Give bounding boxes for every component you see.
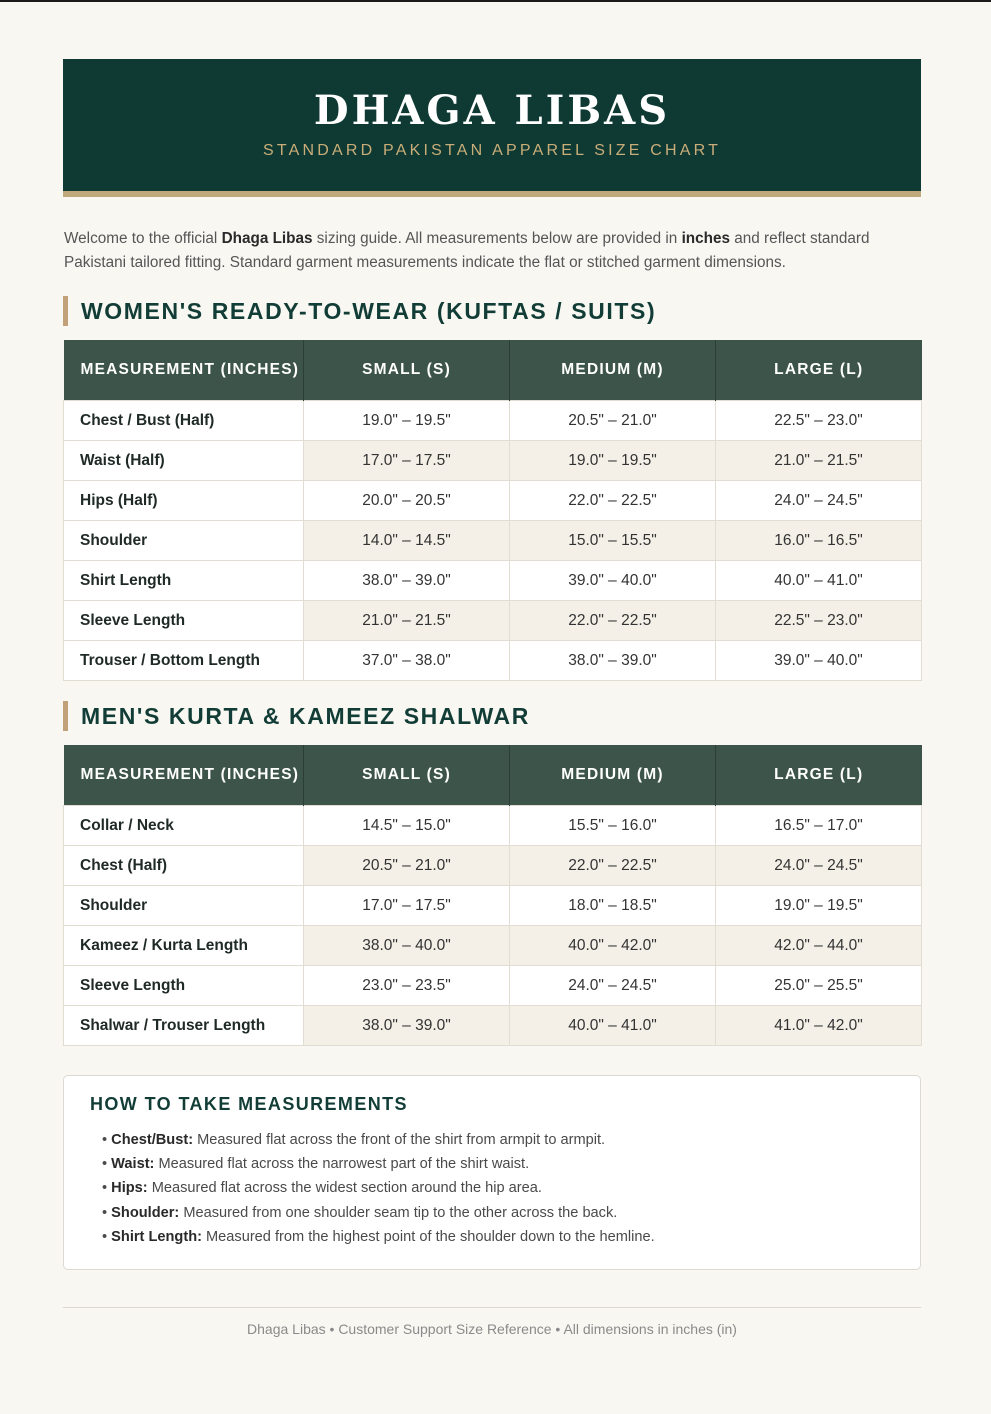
table-header-row — [64, 340, 922, 401]
size-value: 14.5" – 15.0" — [304, 806, 510, 846]
size-value: 24.0" – 24.5" — [716, 481, 922, 521]
size-value: 24.0" – 24.5" — [510, 966, 716, 1006]
intro-text: sizing guide. All measurements below are provided in — [312, 230, 682, 247]
size-value: 39.0" – 40.0" — [716, 641, 922, 681]
instruction-text: Measured from one shoulder seam tip to the other across the back. — [179, 1204, 618, 1221]
intro-unit: inches — [681, 230, 731, 247]
column-header-size: SMALL (S) — [304, 745, 510, 806]
bullet: • — [102, 1156, 108, 1173]
footer-divider — [63, 1307, 921, 1308]
size-value: 22.0" – 22.5" — [510, 601, 716, 641]
measurement-label: Waist (Half) — [64, 441, 304, 481]
instruction-term: Hips: — [111, 1180, 148, 1197]
table-row — [64, 441, 922, 481]
footer-text: Dhaga Libas • Customer Support Size Reference • All dimensions in inches (in) — [247, 1321, 737, 1337]
size-value: 17.0" – 17.5" — [304, 886, 510, 926]
table-row — [64, 926, 922, 966]
size-value: 20.0" – 20.5" — [304, 481, 510, 521]
measurement-instruction — [102, 1128, 655, 1152]
size-value: 21.0" – 21.5" — [304, 601, 510, 641]
column-header-size: LARGE (L) — [716, 745, 922, 806]
top-border-line — [0, 0, 991, 2]
women-size-table — [63, 340, 922, 681]
bullet: • — [102, 1132, 108, 1148]
size-value: 38.0" – 39.0" — [510, 641, 716, 681]
measurement-label: Chest / Bust (Half) — [64, 401, 304, 441]
instruction-text: Measured from the highest point of the shoulder down to the hemline. — [201, 1228, 655, 1245]
column-header-size: LARGE (L) — [716, 340, 922, 401]
instruction-term: Waist: — [111, 1156, 155, 1173]
size-value: 22.0" – 22.5" — [510, 481, 716, 521]
instruction-text: Measured flat across the narrowest part of the shirt waist. — [154, 1156, 530, 1173]
intro-text: and reflect standard Pakistani tailored fitting. Standard garment measurements indicate the flat or stitched garment dimensions. — [64, 230, 870, 271]
measurement-instruction — [102, 1201, 655, 1225]
instruction-term: Chest/Bust: — [111, 1132, 194, 1148]
intro-paragraph — [64, 227, 924, 275]
brand-subtitle: STANDARD PAKISTAN APPAREL SIZE CHART — [262, 142, 722, 159]
size-value: 41.0" – 42.0" — [716, 1006, 922, 1046]
intro-text: Welcome to the official — [64, 230, 222, 247]
size-value: 38.0" – 39.0" — [304, 561, 510, 601]
bullet: • — [102, 1180, 108, 1197]
banner-gold-stripe — [63, 191, 921, 197]
column-header-size: MEDIUM (M) — [510, 745, 716, 806]
table-row — [64, 641, 922, 681]
size-value: 22.5" – 23.0" — [716, 601, 922, 641]
men-section-title: MEN'S KURTA & KAMEEZ SHALWAR — [63, 701, 530, 731]
size-value: 19.0" – 19.5" — [716, 886, 922, 926]
intro-brand: Dhaga Libas — [221, 230, 313, 247]
size-value: 14.0" – 14.5" — [304, 521, 510, 561]
size-value: 18.0" – 18.5" — [510, 886, 716, 926]
table-row — [64, 561, 922, 601]
size-value: 40.0" – 42.0" — [510, 926, 716, 966]
table-row — [64, 401, 922, 441]
measurement-instruction — [102, 1176, 655, 1200]
size-value: 22.5" – 23.0" — [716, 401, 922, 441]
table-row — [64, 1006, 922, 1046]
instruction-term: Shoulder: — [111, 1204, 180, 1221]
size-value: 19.0" – 19.5" — [510, 441, 716, 481]
instruction-term: Shirt Length: — [111, 1228, 202, 1245]
table-row — [64, 521, 922, 561]
instruction-text: Measured flat across the widest section around the hip area. — [147, 1180, 542, 1197]
measurement-label: Kameez / Kurta Length — [64, 926, 304, 966]
size-value: 40.0" – 41.0" — [716, 561, 922, 601]
how-to-measure-title: HOW TO TAKE MEASUREMENTS — [90, 1094, 408, 1114]
instruction-text: Measured flat across the front of the shirt from armpit to armpit. — [193, 1132, 606, 1148]
size-value: 20.5" – 21.0" — [510, 401, 716, 441]
size-value: 19.0" – 19.5" — [304, 401, 510, 441]
size-value: 16.0" – 16.5" — [716, 521, 922, 561]
size-value: 15.5" – 16.0" — [510, 806, 716, 846]
size-value: 20.5" – 21.0" — [304, 846, 510, 886]
size-value: 16.5" – 17.0" — [716, 806, 922, 846]
header-banner — [63, 59, 921, 191]
size-value: 37.0" – 38.0" — [304, 641, 510, 681]
column-header-size: MEDIUM (M) — [510, 340, 716, 401]
men-size-table — [63, 745, 922, 1046]
women-section-title: WOMEN'S READY-TO-WEAR (KUFTAS / SUITS) — [63, 296, 656, 326]
measurement-label: Shoulder — [64, 886, 304, 926]
column-header-size: SMALL (S) — [304, 340, 510, 401]
column-header-measurement: MEASUREMENT (INCHES) — [64, 340, 304, 401]
bullet: • — [102, 1228, 108, 1245]
measurement-label: Hips (Half) — [64, 481, 304, 521]
bullet: • — [102, 1204, 108, 1221]
size-value: 38.0" – 39.0" — [304, 1006, 510, 1046]
size-value: 39.0" – 40.0" — [510, 561, 716, 601]
table-row — [64, 846, 922, 886]
size-value: 25.0" – 25.5" — [716, 966, 922, 1006]
table-row — [64, 481, 922, 521]
table-header-row — [64, 745, 922, 806]
size-value: 42.0" – 44.0" — [716, 926, 922, 966]
measurement-label: Trouser / Bottom Length — [64, 641, 304, 681]
measurement-label: Shirt Length — [64, 561, 304, 601]
table-row — [64, 806, 922, 846]
measurement-label: Chest (Half) — [64, 846, 304, 886]
size-value: 23.0" – 23.5" — [304, 966, 510, 1006]
size-value: 17.0" – 17.5" — [304, 441, 510, 481]
table-row — [64, 966, 922, 1006]
size-value: 40.0" – 41.0" — [510, 1006, 716, 1046]
size-value: 24.0" – 24.5" — [716, 846, 922, 886]
measurement-label: Sleeve Length — [64, 601, 304, 641]
measurement-label: Shalwar / Trouser Length — [64, 1006, 304, 1046]
brand-title: DHAGA LIBAS — [313, 87, 671, 134]
measurement-instruction — [102, 1152, 655, 1176]
size-value: 22.0" – 22.5" — [510, 846, 716, 886]
measurement-label: Collar / Neck — [64, 806, 304, 846]
size-value: 21.0" – 21.5" — [716, 441, 922, 481]
size-value: 15.0" – 15.5" — [510, 521, 716, 561]
how-to-measure-box — [63, 1075, 921, 1270]
table-row — [64, 886, 922, 926]
measurement-instruction — [102, 1225, 655, 1249]
size-value: 38.0" – 40.0" — [304, 926, 510, 966]
measurement-label: Sleeve Length — [64, 966, 304, 1006]
table-row — [64, 601, 922, 641]
measurement-label: Shoulder — [64, 521, 304, 561]
how-to-measure-list — [102, 1128, 655, 1249]
column-header-measurement: MEASUREMENT (INCHES) — [64, 745, 304, 806]
